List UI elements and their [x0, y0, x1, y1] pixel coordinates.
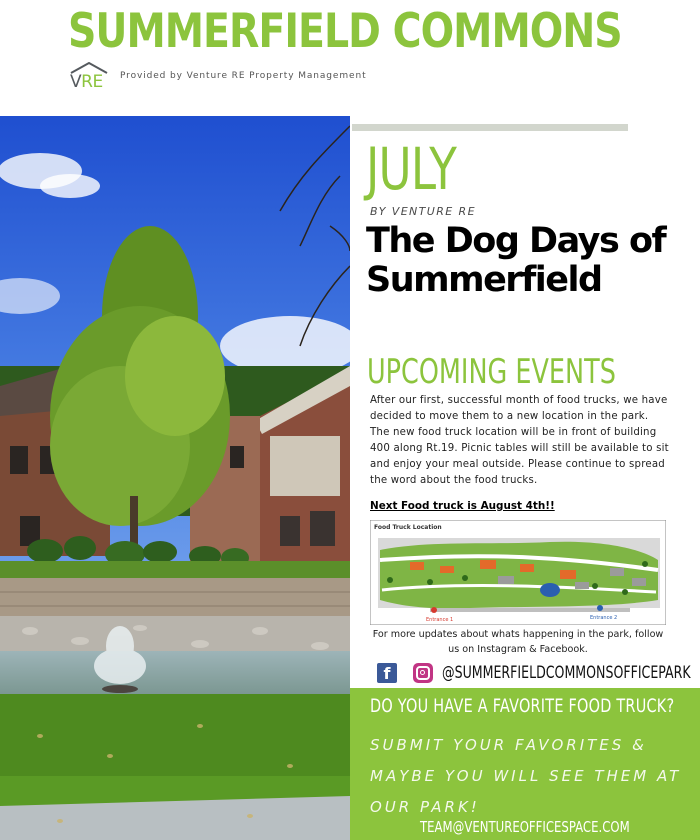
social-handle[interactable]: @SUMMERFIELDCOMMONSOFFICEPARK	[442, 663, 691, 683]
logo-re: RE	[81, 72, 103, 92]
instagram-icon-lens	[420, 670, 425, 675]
callout-question: DO YOU HAVE A FAVORITE FOOD TRUCK?	[370, 696, 675, 717]
park-photo	[0, 116, 350, 840]
map-entrance-1: Entrance 1	[426, 617, 454, 623]
month-title: JULY	[366, 135, 457, 203]
site-map	[370, 520, 666, 625]
logo-v: V	[70, 72, 82, 92]
company-logo	[70, 73, 103, 91]
map-entrance-2: Entrance 2	[590, 615, 618, 621]
facebook-icon[interactable]: f	[377, 663, 397, 683]
events-body: After our first, successful month of food trucks, we have decided to move them to a new location in the park. The new food truck location will be in front of building 400 along Rt.19. Picnic tables will still be available to sit and enjoy your meal outside. Please continue to spread the word about the food trucks.	[370, 395, 669, 487]
map-title: Food Truck Location	[374, 524, 442, 531]
section-title: UPCOMING EVENTS	[367, 352, 616, 392]
next-food-truck-notice: Next Food truck is August 4th!!	[370, 500, 555, 512]
updates-text: For more updates about whats happening in the park, follow us on Instagram & Facebook.	[372, 629, 664, 655]
contact-email[interactable]: TEAM@VENTUREOFFICESPACE.COM	[420, 818, 630, 836]
divider-bar	[352, 124, 628, 131]
byline: BY VENTURE RE	[370, 205, 476, 218]
page-title: SUMMERFIELD COMMONS	[68, 4, 622, 59]
provided-by-text: Provided by Venture RE Property Management	[120, 71, 367, 81]
headline: The Dog Days of Summerfield	[366, 221, 666, 300]
instagram-icon[interactable]	[413, 663, 433, 683]
callout-submit: SUBMIT YOUR FAVORITES & MAYBE YOU WILL SEE THEM AT OUR PARK!	[370, 736, 682, 816]
